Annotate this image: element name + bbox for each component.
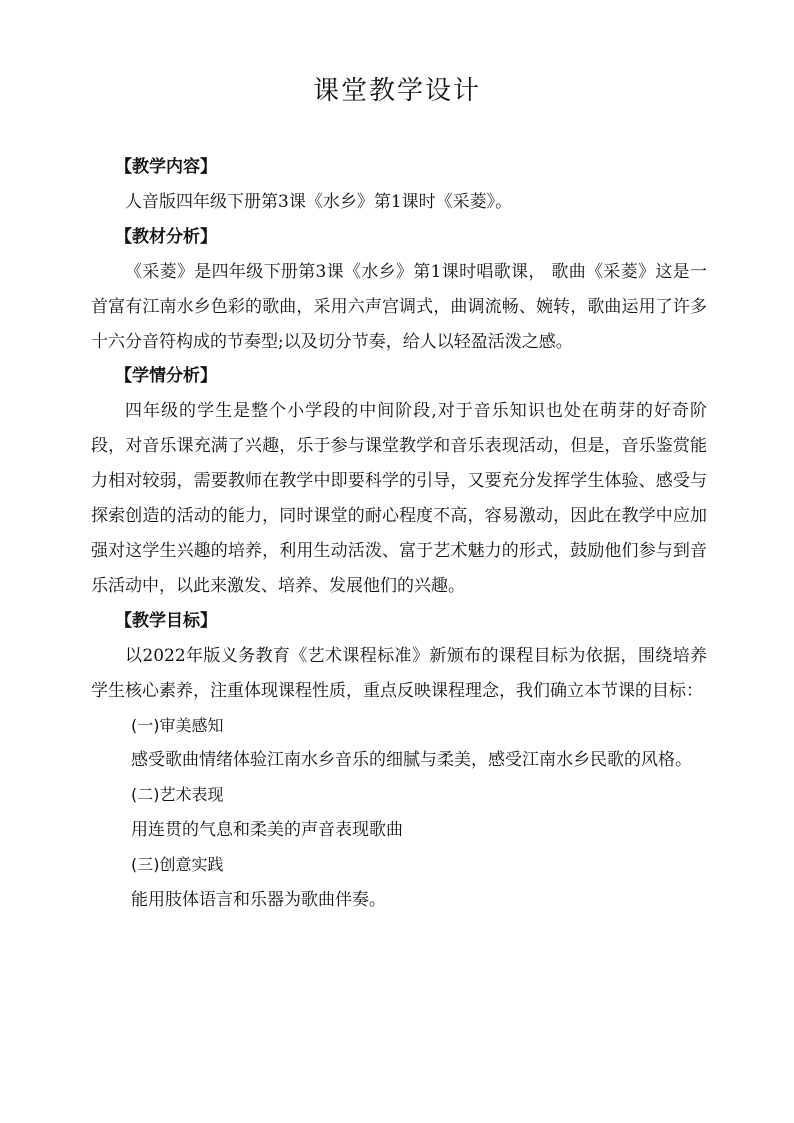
teaching-content-paragraph: 人音版四年级下册第3课《水乡》第1课时《采菱》。 <box>125 191 513 212</box>
goal-label-aesthetic-perception: (一)审美感知 <box>131 715 224 735</box>
goal-text-artistic-expression: 用连贯的气息和柔美的声音表现歌曲 <box>131 820 403 841</box>
document-body <box>91 150 707 918</box>
goal-text-creative-practice: 能用肢体语言和乐器为歌曲伴奏。 <box>131 890 386 911</box>
goal-text-aesthetic-perception: 感受歌曲情绪体验江南水乡音乐的细腻与柔美，感受江南水乡民歌的风格。 <box>131 750 692 771</box>
page-title: 课堂教学设计 <box>312 76 481 106</box>
goal-label-creative-practice: (三)创意实践 <box>131 855 224 875</box>
goal-label-artistic-expression: (二)艺术表现 <box>131 785 224 805</box>
section-heading-teaching-content: 【教学内容】 <box>115 157 217 177</box>
section-heading-student-analysis: 【学情分析】 <box>115 366 217 387</box>
student-analysis-paragraph: 四年级的学生是整个小学段的中间阶段,对于音乐知识也处在萌芽的好奇阶段，对音乐课充满了兴趣，乐于参与课堂教学和音乐表现活动，但是，音乐鉴赏能力相对较弱，需要教师在教学中即要科学的引导，又要充分发挥学生体验、感受与探索创造的活动的能力，同时课堂的耐心程度不高，容易激动，因此在教学中应加强对这学生兴趣的培养，利用生动活泼、富于艺术魅力的形式，鼓励他们参与到音乐活动中，以此来激发、培养、发展他们的兴趣。 <box>91 401 707 596</box>
teaching-goals-intro-paragraph: 以2022年版义务教育《艺术课程标准》新颁布的课程目标为依据，围绕培养学生核心素养，注重体现课程性质，重点反映课程理念，我们确立本节课的目标： <box>91 645 707 701</box>
material-analysis-paragraph: 《采菱》是四年级下册第3课《水乡》第1课时唱歌课， 歌曲《采菱》这是一首富有江南水乡色彩的歌曲，采用六声宫调式，曲调流畅、婉转，歌曲运用了许多十六分音符构成的节奏型;以及切分节奏，给人以轻盈活泼之感。 <box>91 261 707 352</box>
section-heading-teaching-goals: 【教学目标】 <box>115 610 217 631</box>
section-heading-material-analysis: 【教材分析】 <box>115 226 217 247</box>
